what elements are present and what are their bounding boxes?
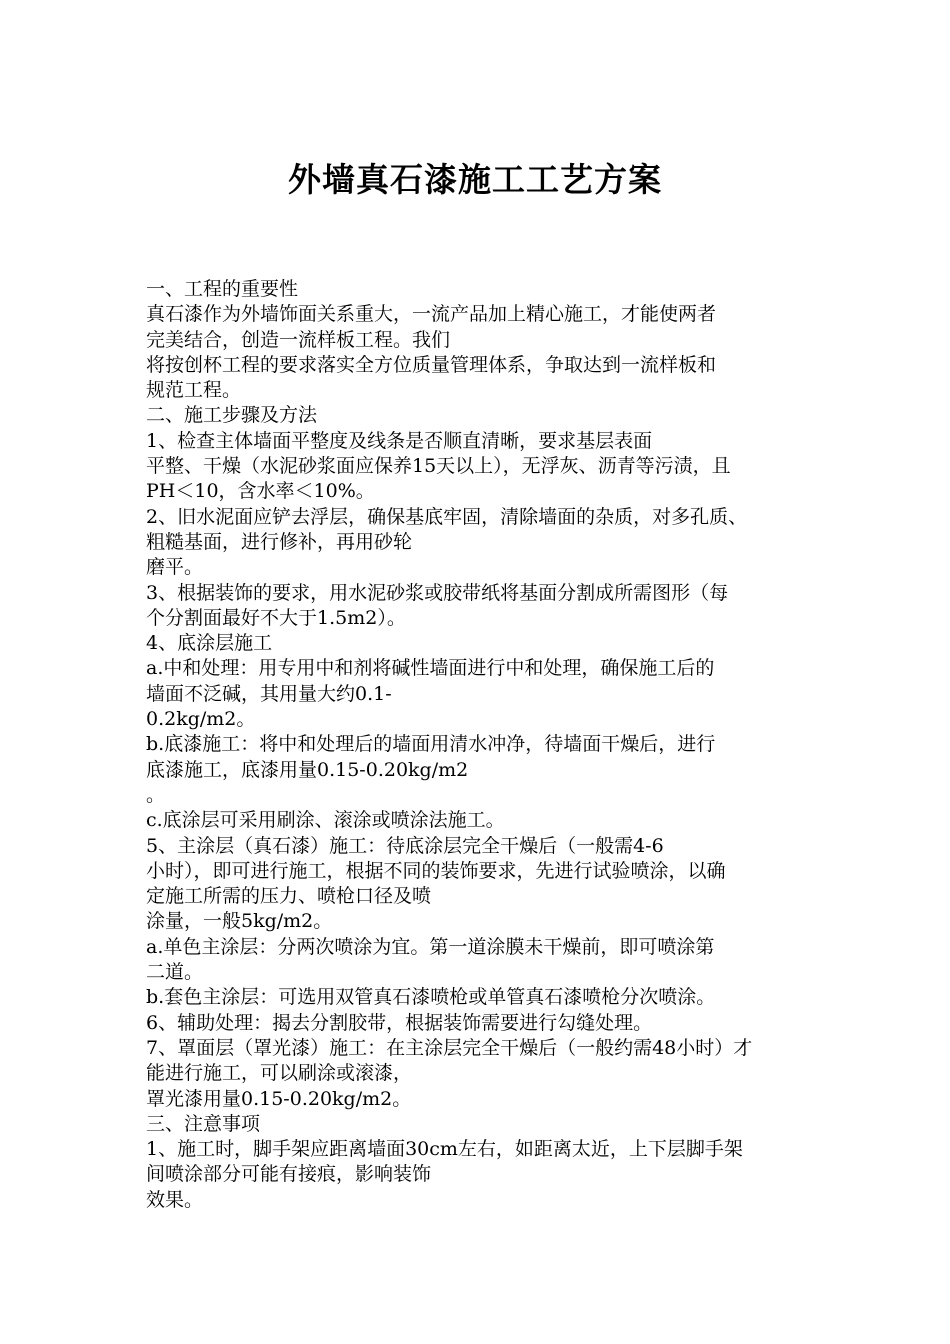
text-line: 效果。 xyxy=(146,1188,204,1211)
text-line: 定施工所需的压力、喷枪口径及喷 xyxy=(146,885,432,908)
document-body xyxy=(146,277,826,1213)
text-line: 一、工程的重要性 xyxy=(146,278,299,300)
text-line: 磨平。 xyxy=(146,556,204,579)
text-line: a.单色主涂层：分两次喷涂为宜。第一道涂膜未干燥前，即可喷涂第 xyxy=(146,935,715,958)
document-title: 外墙真石漆施工工艺方案 xyxy=(288,160,662,199)
text-line: 。 xyxy=(146,783,166,806)
text-line: 涂量，一般5kg/m2。 xyxy=(146,910,333,933)
text-line: 底漆施工，底漆用量0.15-0.20kg/m2 xyxy=(146,758,469,781)
text-line: 罩光漆用量0.15-0.20kg/m2。 xyxy=(146,1087,412,1110)
text-line: 二、施工步骤及方法 xyxy=(146,404,318,427)
text-line: 4、底涂层施工 xyxy=(146,632,273,655)
text-line: 0.2kg/m2。 xyxy=(146,708,256,731)
text-line: 三、注意事项 xyxy=(146,1112,261,1135)
text-line: 规范工程。 xyxy=(146,379,242,402)
text-line: 小时），即可进行施工，根据不同的装饰要求，先进行试验喷涂，以确 xyxy=(146,859,726,882)
text-line: 2、旧水泥面应铲去浮层，确保基底牢固，清除墙面的杂质，对多孔质、 xyxy=(146,505,748,528)
text-line: 个分割面最好不大于1.5m2）。 xyxy=(146,606,406,629)
text-line: 将按创杯工程的要求落实全方位质量管理体系，争取达到一流样板和 xyxy=(146,353,717,376)
text-line: b.套色主涂层：可选用双管真石漆喷枪或单管真石漆喷枪分次喷涂。 xyxy=(146,986,716,1009)
text-line: 二道。 xyxy=(146,961,204,984)
text-line: 真石漆作为外墙饰面关系重大，一流产品加上精心施工，才能使两者 xyxy=(146,303,717,326)
text-line: 完美结合，创造一流样板工程。我们 xyxy=(146,328,451,351)
text-line: 平整、干燥（水泥砂浆面应保养15天以上），无浮灰、沥青等污渍，且 xyxy=(146,455,731,478)
text-line: 7、罩面层（罩光漆）施工：在主涂层完全干燥后（一般约需48小时）才 xyxy=(146,1036,753,1059)
text-line: 墙面不泛碱，其用量大约0.1- xyxy=(146,682,392,705)
text-line: 粗糙基面，进行修补，再用砂轮 xyxy=(146,530,413,553)
text-line: 5、主涂层（真石漆）施工：待底涂层完全干燥后（一般需4-6 xyxy=(146,834,664,857)
text-line: 6、辅助处理：揭去分割胶带，根据装饰需要进行勾缝处理。 xyxy=(146,1011,653,1034)
text-line: 能进行施工，可以刷涂或滚漆， xyxy=(146,1062,413,1085)
text-line: PH＜10，含水率＜10%。 xyxy=(146,480,375,503)
text-line: 1、检查主体墙面平整度及线条是否顺直清晰，要求基层表面 xyxy=(146,429,653,452)
text-line: a.中和处理：用专用中和剂将碱性墙面进行中和处理，确保施工后的 xyxy=(146,657,715,680)
text-line: 3、根据装饰的要求，用水泥砂浆或胶带纸将基面分割成所需图形（每 xyxy=(146,581,729,604)
text-line: 1、施工时，脚手架应距离墙面30cm左右，如距离太近，上下层脚手架 xyxy=(146,1138,743,1161)
text-line: c.底涂层可采用刷涂、滚涂或喷涂法施工。 xyxy=(146,809,505,832)
text-line: 间喷涂部分可能有接痕，影响装饰 xyxy=(146,1163,432,1186)
text-line: b.底漆施工：将中和处理后的墙面用清水冲净，待墙面干燥后，进行 xyxy=(146,733,716,756)
